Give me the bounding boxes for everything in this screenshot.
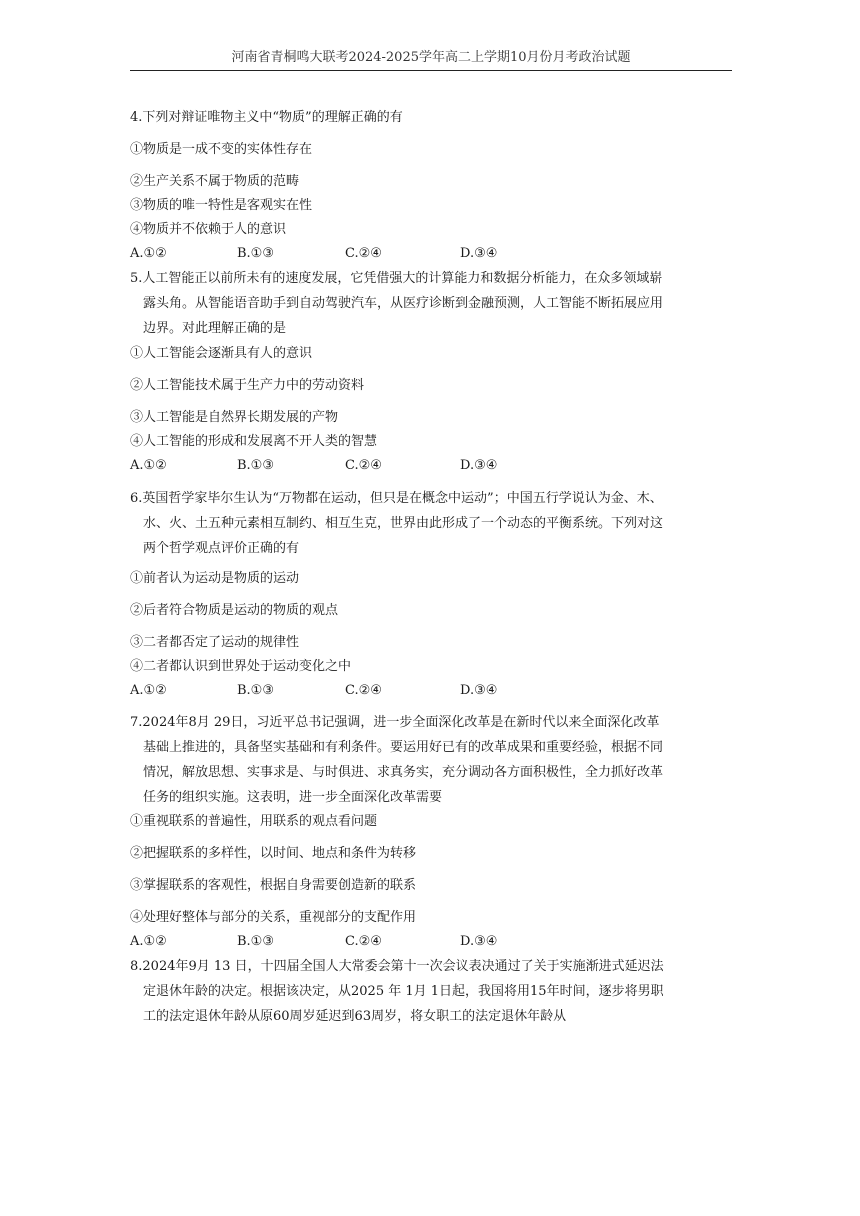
- question-7-stem-line-2: 基础上推进的，具备坚实基础和有利条件。要运用好已有的改革成果和重要经验，根据不同: [143, 740, 664, 755]
- option-b: B.①③: [237, 934, 274, 949]
- question-6-stem-line-1: 6.英国哲学家毕尔生认为“万物都在运动，但只是在概念中运动”；中国五行学说认为金、木、: [130, 491, 663, 506]
- option-a: A.①②: [130, 683, 167, 698]
- option-d: D.③④: [460, 458, 498, 473]
- question-5-stem-line-1: 5.人工智能正以前所未有的速度发展，它凭借强大的计算能力和数据分析能力，在众多领域崭: [130, 271, 663, 286]
- question-4-stem: 4.下列对辩证唯物主义中“物质”的理解正确的有: [130, 110, 403, 125]
- question-7-stem-line-1: 7.2024年8月 29日，习近平总书记强调，进一步全面深化改革是在新时代以来全面深化改革: [130, 715, 660, 730]
- question-5-stem-line-3: 边界。对此理解正确的是: [143, 321, 287, 336]
- question-8-stem-line-2: 定退休年龄的决定。根据该决定，从2025 年 1月 1日起，我国将用15年时间，逐步将男职: [143, 984, 664, 999]
- question-7-item-2: ②把握联系的多样性，以时间、地点和条件为转移: [130, 846, 417, 861]
- option-d: D.③④: [460, 934, 498, 949]
- question-5-item-2: ②人工智能技术属于生产力中的劳动资料: [130, 378, 365, 393]
- question-6-item-1: ①前者认为运动是物质的运动: [130, 571, 300, 586]
- question-5-item-4: ④人工智能的形成和发展离不开人类的智慧: [130, 434, 378, 449]
- option-a: A.①②: [130, 934, 167, 949]
- question-4-item-3: ③物质的唯一特性是客观实在性: [130, 198, 313, 213]
- question-6-stem-line-3: 两个哲学观点评价正确的有: [143, 541, 300, 556]
- question-7-stem-line-3: 情况，解放思想、实事求是、与时俱进、求真务实，充分调动各方面积极性，全力抓好改革: [143, 765, 664, 780]
- question-7-item-1: ①重视联系的普遍性，用联系的观点看问题: [130, 814, 378, 829]
- question-6-item-4: ④二者都认识到世界处于运动变化之中: [130, 659, 352, 674]
- question-6-item-3: ③二者都否定了运动的规律性: [130, 635, 300, 650]
- question-4-item-4: ④物质并不依赖于人的意识: [130, 222, 287, 237]
- question-6-item-2: ②后者符合物质是运动的物质的观点: [130, 603, 339, 618]
- option-d: D.③④: [460, 246, 498, 261]
- option-c: C.②④: [345, 683, 382, 698]
- question-5-item-3: ③人工智能是自然界长期发展的产物: [130, 410, 339, 425]
- option-c: C.②④: [345, 458, 382, 473]
- option-a: A.①②: [130, 458, 167, 473]
- question-5-stem-line-2: 露头角。从智能语音助手到自动驾驶汽车，从医疗诊断到金融预测，人工智能不断拓展应用: [143, 296, 664, 311]
- question-7-item-3: ③掌握联系的客观性，根据自身需要创造新的联系: [130, 878, 417, 893]
- question-5-item-1: ①人工智能会逐渐具有人的意识: [130, 346, 313, 361]
- option-b: B.①③: [237, 458, 274, 473]
- page-header: 河南省青桐鸣大联考2024-2025学年高二上学期10月份月考政治试题: [231, 50, 631, 65]
- question-6-stem-line-2: 水、火、土五种元素相互制约、相互生克，世界由此形成了一个动态的平衡系统。下列对这: [143, 516, 664, 531]
- option-c: C.②④: [345, 246, 382, 261]
- option-b: B.①③: [237, 683, 274, 698]
- question-8-stem-line-3: 工的法定退休年龄从原60周岁延迟到63周岁，将女职工的法定退休年龄从: [143, 1009, 567, 1024]
- question-4-item-1: ①物质是一成不变的实体性存在: [130, 142, 313, 157]
- question-8-stem-line-1: 8.2024年9月 13 日，十四届全国人大常委会第十一次会议表决通过了关于实施渐进式延迟法: [130, 959, 664, 974]
- question-4-item-2: ②生产关系不属于物质的范畴: [130, 174, 300, 189]
- question-7-item-4: ④处理好整体与部分的关系，重视部分的支配作用: [130, 910, 417, 925]
- option-c: C.②④: [345, 934, 382, 949]
- header-divider: [130, 70, 732, 71]
- option-d: D.③④: [460, 683, 498, 698]
- question-7-stem-line-4: 任务的组织实施。这表明，进一步全面深化改革需要: [143, 790, 443, 805]
- option-a: A.①②: [130, 246, 167, 261]
- option-b: B.①③: [237, 246, 274, 261]
